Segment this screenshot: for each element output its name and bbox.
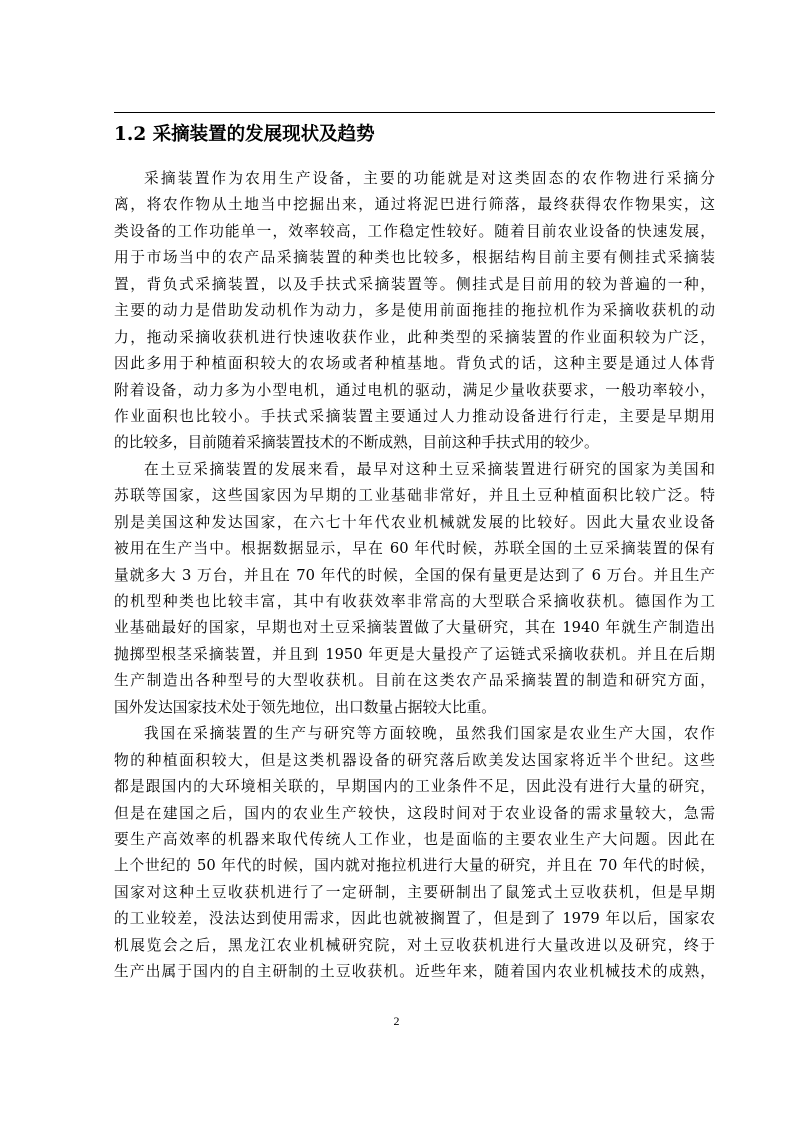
section-heading: 1.2 采摘装置的发展现状及趋势 xyxy=(114,124,375,145)
text-line: 被用在生产当中。根据数据显示，早在 60 年代时候，苏联全国的土豆采摘装置的保有 xyxy=(114,540,715,558)
text-line: 的工业较差，没法达到使用需求，因此也就被搁置了，但是到了 1979 年以后，国家农 xyxy=(114,910,715,928)
text-line: 用于市场当中的农产品采摘装置的种类也比较多，根据结构目前主要有侧挂式采摘装 xyxy=(114,249,715,267)
text-line: 国家对这种土豆收获机进行了一定研制，主要研制出了鼠笼式土豆收获机，但是早期 xyxy=(114,883,715,901)
text-line: 要生产高效率的机器来取代传统人工作业，也是面临的主要农业生产大问题。因此在 xyxy=(114,830,715,848)
text-line: 生产制造出各种型号的大型收获机。目前在这类农产品采摘装置的制造和研究方面， xyxy=(114,672,715,690)
text-line: 的比较多，目前随着采摘装置技术的不断成熟，目前这种手扶式用的较少。 xyxy=(114,434,599,452)
text-line: 力，拖动采摘收获机进行快速收获作业，此种类型的采摘装置的作业面积较为广泛， xyxy=(114,328,715,346)
text-line: 附着设备，动力多为小型电机，通过电机的驱动，满足少量收获要求，一般功率较小， xyxy=(114,381,715,399)
text-line: 采摘装置作为农用生产设备，主要的功能就是对这类固态的农作物进行采摘分 xyxy=(144,170,715,187)
text-line: 主要的动力是借助发动机作为动力，多是使用前面拖挂的拖拉机作为采摘收获机的动 xyxy=(114,302,715,320)
text-line: 机展览会之后，黑龙江农业机械研究院，对土豆收获机进行大量改进以及研究，终于 xyxy=(114,936,715,954)
page-number: 2 xyxy=(393,1014,400,1028)
text-line: 但是在建国之后，国内的农业生产较快，这段时间对于农业设备的需求量较大，急需 xyxy=(114,804,715,822)
text-line: 苏联等国家，这些国家因为早期的工业基础非常好，并且土豆种植面积比较广泛。特 xyxy=(114,487,715,505)
text-line: 因此多用于种植面积较大的农场或者种植基地。背负式的话，这种主要是通过人体背 xyxy=(114,355,715,373)
text-line: 的机型种类也比较丰富，其中有收获效率非常高的大型联合采摘收获机。德国作为工 xyxy=(114,593,715,610)
text-line: 别是美国这种发达国家，在六七十年代农业机械就发展的比较好。因此大量农业设备 xyxy=(114,513,715,531)
text-line: 上个世纪的 50 年代的时候，国内就对拖拉机进行大量的研究，并且在 70 年代的时候， xyxy=(114,857,715,875)
text-line: 量就多大 3 万台，并且在 70 年代的时候，全国的保有量更是达到了 6 万台。并且生产 xyxy=(114,566,715,584)
text-line: 国外发达国家技术处于领先地位，出口数量占据较大比重。 xyxy=(114,698,496,716)
text-line: 我国在采摘装置的生产与研究等方面较晚，虽然我们国家是农业生产大国，农作 xyxy=(144,725,715,743)
text-line: 业基础最好的国家，早期也对土豆采摘装置做了大量研究，其在 1940 年就生产制造出 xyxy=(114,619,715,637)
text-line: 在土豆采摘装置的发展来看，最早对这种土豆采摘装置进行研究的国家为美国和 xyxy=(144,460,715,478)
header-rule xyxy=(114,112,715,113)
text-line: 物的种植面积较大，但是这类机器设备的研究落后欧美发达国家将近半个世纪。这些 xyxy=(114,751,715,769)
text-line: 抛掷型根茎采摘装置，并且到 1950 年更是大量投产了运链式采摘收获机。并且在后期 xyxy=(114,645,715,663)
body-text xyxy=(114,166,715,986)
text-line: 都是跟国内的大环境相关联的，早期国内的工业条件不足，因此没有进行大量的研究， xyxy=(114,778,715,796)
text-line: 作业面积也比较小。手扶式采摘装置主要通过人力推动设备进行行走，主要是早期用 xyxy=(114,407,715,425)
text-line: 置，背负式采摘装置，以及手扶式采摘装置等。侧挂式是目前用的较为普遍的一种， xyxy=(114,275,715,293)
text-line: 类设备的工作功能单一，效率较高，工作稳定性较好。随着目前农业设备的快速发展， xyxy=(114,222,715,240)
text-line: 生产出属于国内的自主研制的土豆收获机。近些年来，随着国内农业机械技术的成熟， xyxy=(114,963,715,981)
text-line: 离，将农作物从土地当中挖掘出来，通过将泥巴进行筛落，最终获得农作物果实，这 xyxy=(114,196,715,214)
